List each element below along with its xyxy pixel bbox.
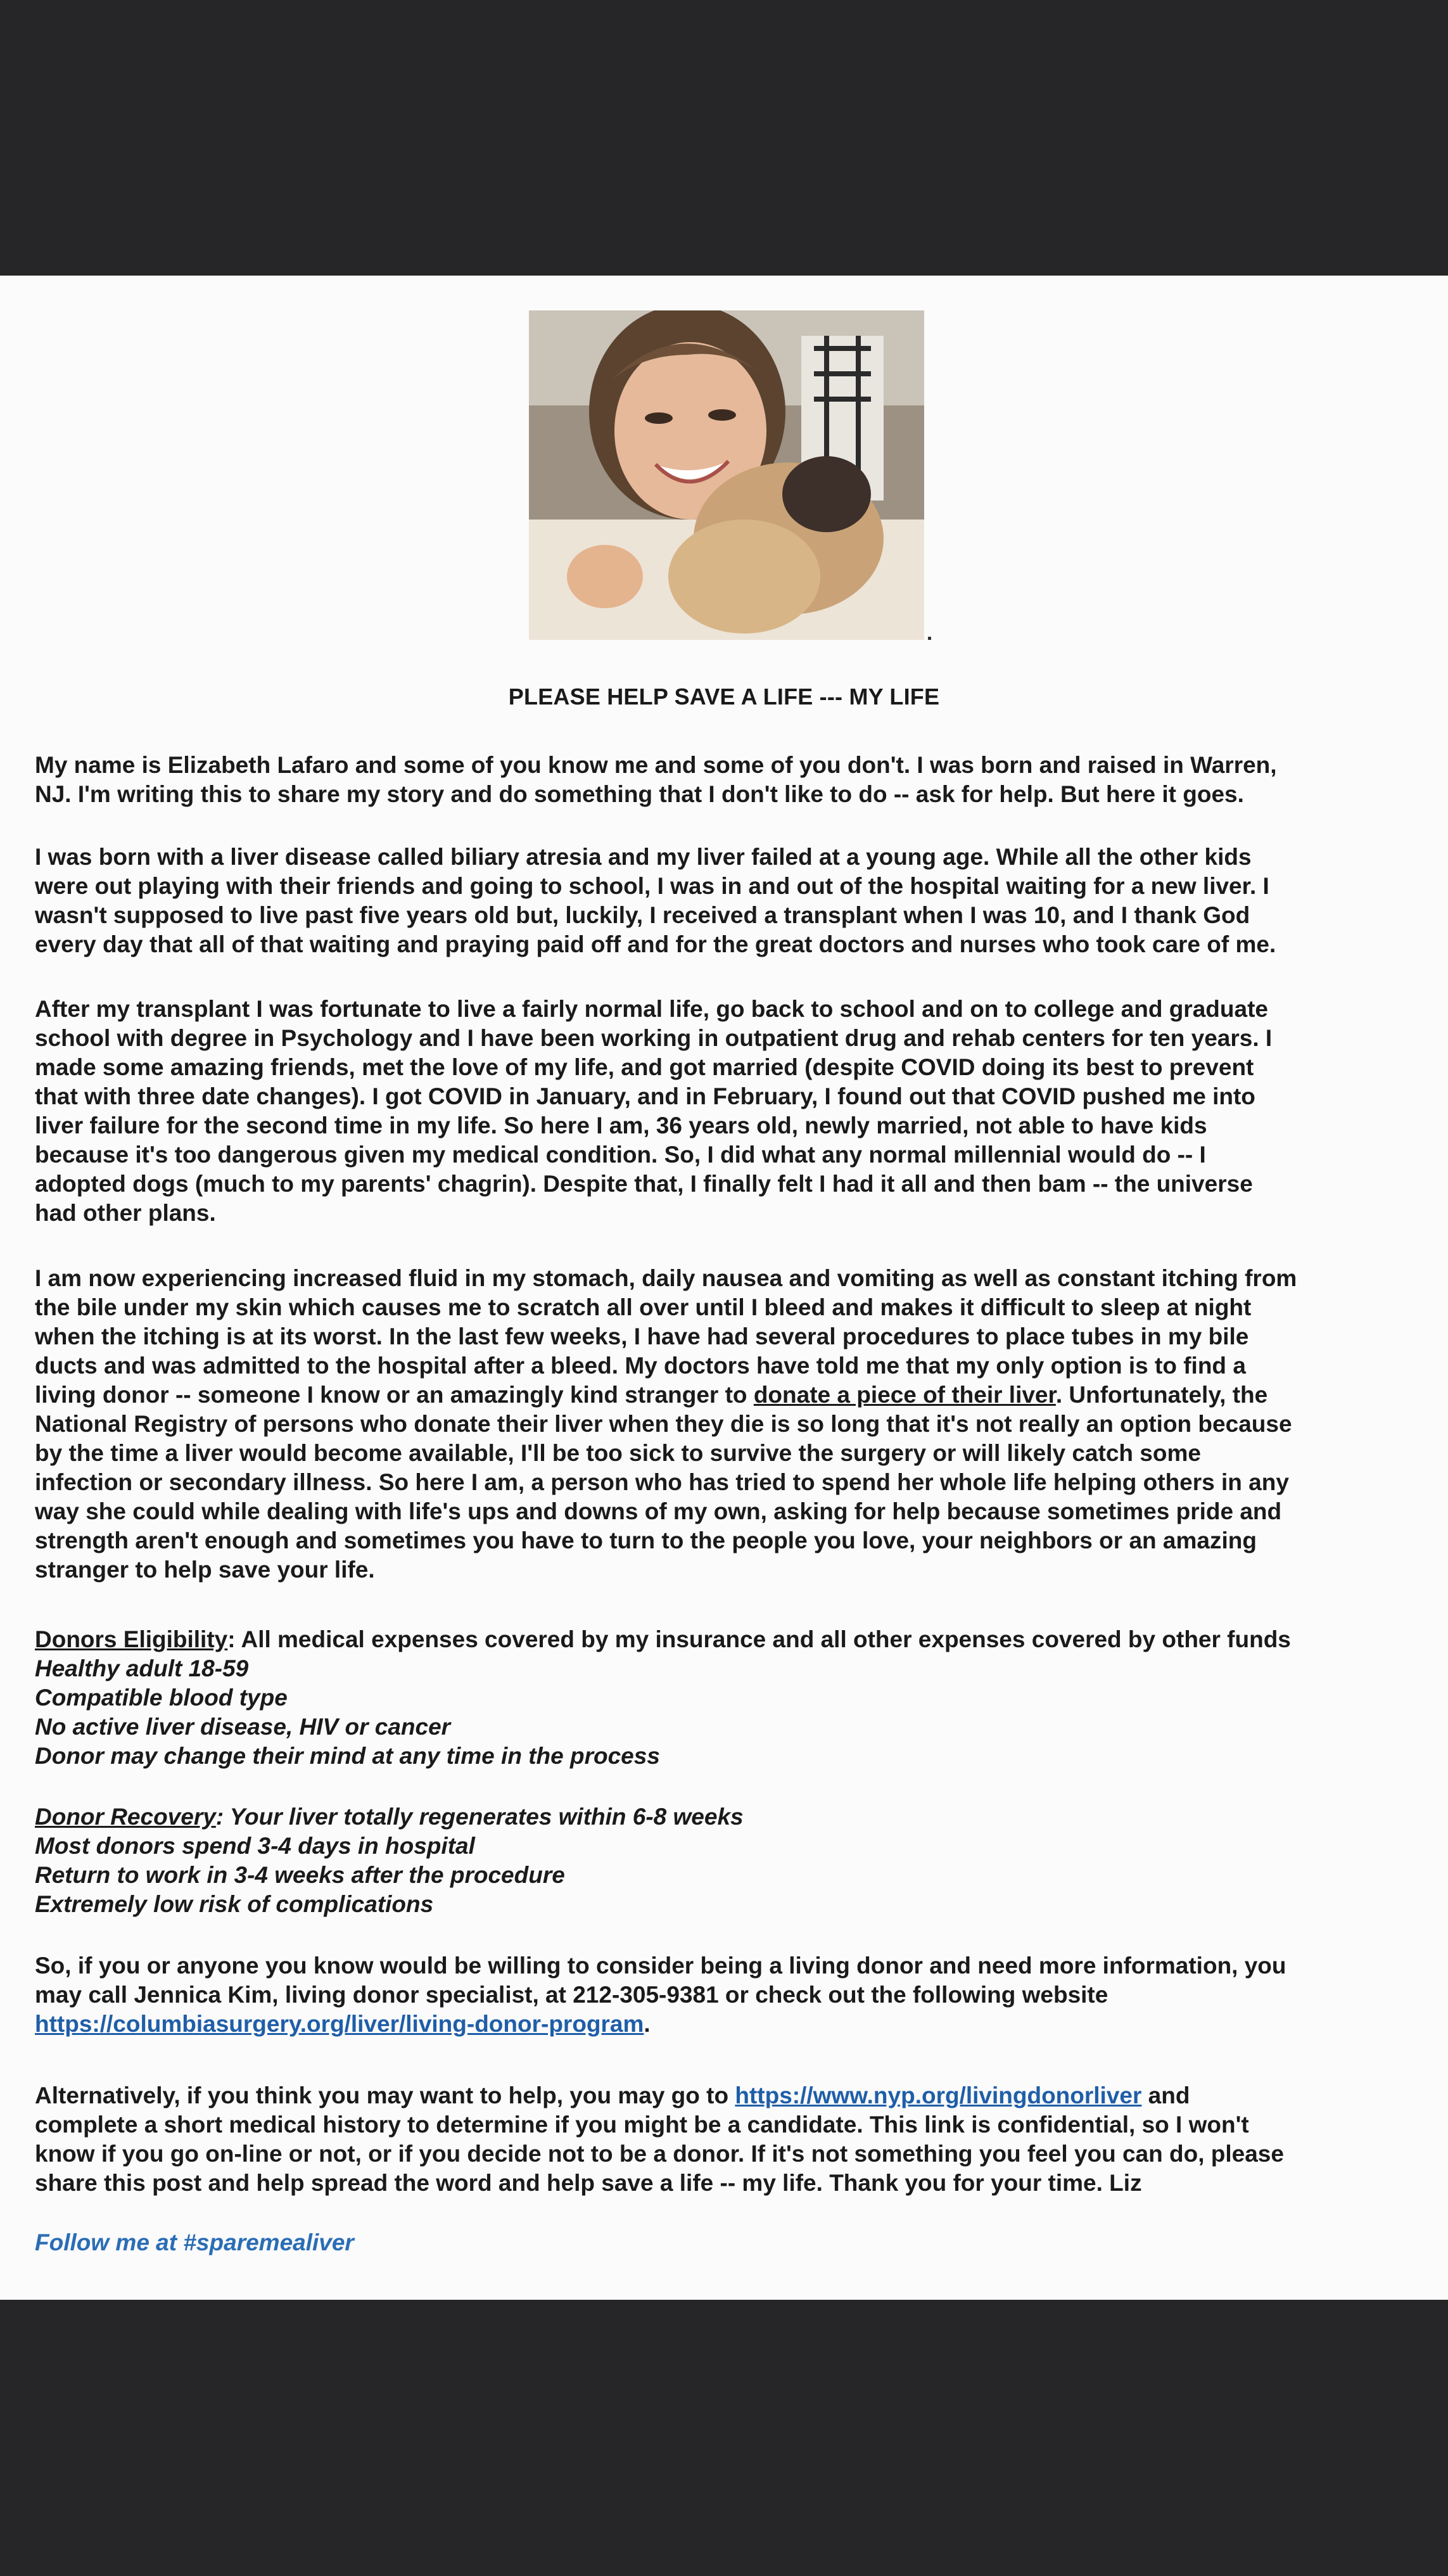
text-line: I am now experiencing increased fluid in my stomach, daily nausea and vomiting as well as constant itching from: [35, 1265, 1297, 1291]
text-line: I was born with a liver disease called biliary atresia and my liver failed at a young age. While all the other kids: [35, 844, 1252, 870]
text-line: because it's too dangerous given my medical condition. So, I did what any normal millennial would do -- I: [35, 1142, 1206, 1168]
text-line: complete a short medical history to determine if you might be a candidate. This link is confidential, so I won't: [35, 2112, 1249, 2138]
text-line: So, if you or anyone you know would be willing to consider being a living donor and need more information, you: [35, 1953, 1286, 1979]
text-line: know if you go on-line or not, or if you decide not to be a donor. If it's not something you feel you can do, please: [35, 2141, 1284, 2167]
text-line: school with degree in Psychology and I have been working in outpatient drug and rehab centers for ten years. I: [35, 1025, 1273, 1051]
condition-paragraph: [35, 1264, 1422, 1584]
recovery-item: Most donors spend 3-4 days in hospital: [35, 1833, 475, 1859]
eligibility-text: : All medical expenses covered by my insurance and all other expenses covered by other funds: [227, 1626, 1291, 1652]
document-title: PLEASE HELP SAVE A LIFE --- MY LIFE: [508, 684, 940, 710]
recovery-section: [35, 1802, 1422, 1919]
eligibility-section: [35, 1625, 1422, 1771]
alternative-paragraph: [35, 2081, 1422, 2198]
columbia-surgery-link[interactable]: https://columbiasurgery.org/liver/living-donor-program: [35, 2011, 644, 2037]
bottom-dark-band: [0, 2300, 1448, 2576]
profile-photo: [529, 310, 924, 640]
text-line: National Registry of persons who donate their liver when they die is so long that it's not really an option because: [35, 1411, 1292, 1437]
photo-caption-mark: [928, 637, 931, 640]
text-line: may call Jennica Kim, living donor specialist, at 212-305-9381 or check out the following website: [35, 1982, 1108, 2008]
text-line: ducts and was admitted to the hospital after a bleed. My doctors have told me that my only option is to find a: [35, 1353, 1246, 1379]
text-line: stranger to help save your life.: [35, 1557, 375, 1583]
eligibility-label: Donors Eligibility: [35, 1626, 228, 1652]
eligibility-heading: [35, 1625, 1422, 1654]
nyp-donor-link[interactable]: https://www.nyp.org/livingdonorliver: [735, 2082, 1142, 2108]
text-line: strength aren't enough and sometimes you have to turn to the people you love, your neighbors or an amazing: [35, 1527, 1257, 1553]
donate-liver-underline: donate a piece of their liver: [753, 1382, 1056, 1408]
text-line: every day that all of that waiting and praying paid off and for the great doctors and nurses who took care of me.: [35, 931, 1276, 957]
text-line: After my transplant I was fortunate to live a fairly normal life, go back to school and on to college and graduate: [35, 996, 1268, 1022]
follow-hashtag[interactable]: Follow me at #sparemealiver: [35, 2229, 354, 2255]
eligibility-item: Compatible blood type: [35, 1685, 288, 1711]
eligibility-item: No active liver disease, HIV or cancer: [35, 1714, 451, 1740]
text-line: made some amazing friends, met the love of my life, and got married (despite COVID doing its best to prevent: [35, 1054, 1254, 1080]
photo-illustration: [529, 310, 924, 640]
text-line: had other plans.: [35, 1200, 216, 1226]
recovery-heading: [35, 1802, 1422, 1832]
text-line: [35, 2081, 1422, 2110]
text-line: adopted dogs (much to my parents' chagrin). Despite that, I finally felt I had it all and then bam -- the universe: [35, 1171, 1253, 1197]
text-run: and: [1141, 2082, 1190, 2108]
text-line: by the time a liver would become available, I'll be too sick to survive the surgery or will likely catch some: [35, 1440, 1201, 1466]
eligibility-item: Donor may change their mind at any time in the process: [35, 1743, 660, 1769]
text-line: share this post and help spread the word and help save a life -- my life. Thank you for your time. Liz: [35, 2170, 1142, 2196]
text-run: .: [644, 2011, 651, 2037]
top-dark-band: [0, 0, 1448, 276]
text-line: when the itching is at its worst. In the last few weeks, I have had several procedures to place tubes in my bile: [35, 1323, 1249, 1349]
recovery-text: : Your liver totally regenerates within 6-8 weeks: [215, 1804, 744, 1830]
text-run: living donor -- someone I know or an amazingly kind stranger to: [35, 1382, 754, 1408]
text-line: infection or secondary illness. So here I am, a person who has tried to spend her whole life helping others in any: [35, 1469, 1289, 1495]
eligibility-item: Healthy adult 18-59: [35, 1655, 249, 1681]
history-paragraph: [35, 843, 1422, 959]
recovery-item: Extremely low risk of complications: [35, 1891, 434, 1917]
text-run: Alternatively, if you think you may want to help, you may go to: [35, 2082, 735, 2108]
document-page: [0, 276, 1448, 2300]
transplant-paragraph: [35, 995, 1422, 1228]
text-line: NJ. I'm writing this to share my story and do something that I don't like to do -- ask for help. But here it goes.: [35, 781, 1244, 807]
text-line: liver failure for the second time in my life. So here I am, 36 years old, newly married, not able to have kids: [35, 1113, 1207, 1138]
text-line: My name is Elizabeth Lafaro and some of you know me and some of you don't. I was born and raised in Warren,: [35, 752, 1277, 778]
text-run: . Unfortunately, the: [1055, 1382, 1268, 1408]
recovery-label: Donor Recovery: [35, 1804, 216, 1830]
recovery-item: Return to work in 3-4 weeks after the procedure: [35, 1862, 565, 1888]
text-line: were out playing with their friends and going to school, I was in and out of the hospital waiting for a new liver. I: [35, 873, 1269, 899]
text-line: [35, 2010, 1422, 2039]
text-line: wasn't supposed to live past five years old but, luckily, I received a transplant when I was 10, and I thank God: [35, 902, 1250, 928]
text-line: [35, 1380, 1422, 1410]
intro-paragraph: [35, 751, 1422, 809]
text-line: the bile under my skin which causes me to scratch all over until I bleed and makes it difficult to sleep at night: [35, 1294, 1252, 1320]
contact-paragraph: [35, 1951, 1422, 2039]
text-line: way she could while dealing with life's ups and downs of my own, asking for help because sometimes pride and: [35, 1498, 1282, 1524]
text-line: that with three date changes). I got COVID in January, and in February, I found out that COVID pushed me into: [35, 1083, 1255, 1109]
